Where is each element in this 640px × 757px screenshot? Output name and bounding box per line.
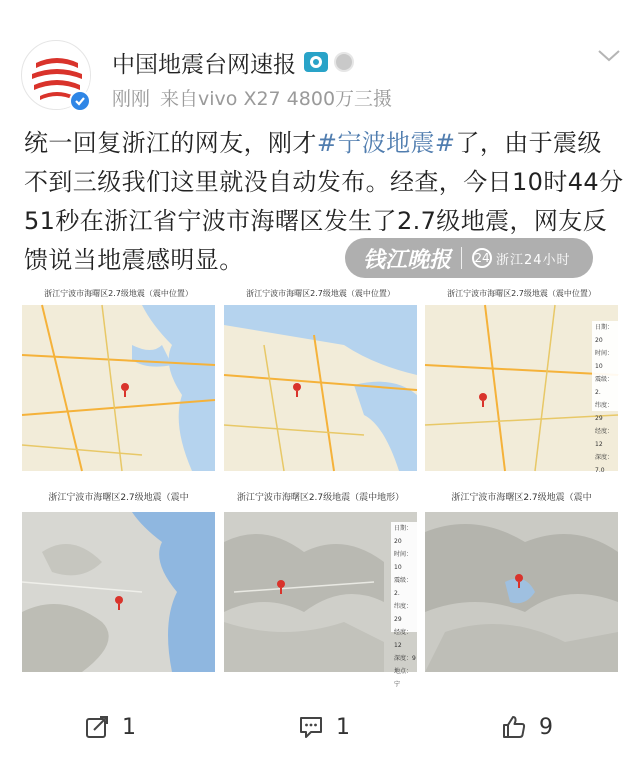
map-caption: 浙江宁波市海曙区2.7级地震（震中位置） [44, 289, 193, 298]
info-date: 日期：20 [394, 525, 413, 545]
watermark-channel-icon: 24 [472, 248, 492, 268]
post-text-before: 统一回复浙江的网友，刚才 [24, 129, 317, 157]
map-image-3[interactable] [425, 283, 618, 474]
info-longitude: 经度：12 [394, 629, 413, 649]
map-image-1[interactable] [22, 283, 215, 471]
info-latitude: 纬度：29 [595, 402, 614, 422]
like-count: 9 [539, 714, 553, 740]
camera-badge-icon[interactable] [304, 52, 328, 72]
info-magnitude: 震级：2. [394, 577, 413, 597]
map-image-4[interactable] [22, 484, 215, 672]
terrain-map [224, 512, 417, 672]
info-location: 地点：宁 [394, 668, 413, 688]
quake-info-panel [592, 321, 618, 474]
comment-icon [298, 714, 324, 740]
road-map [425, 305, 618, 471]
medal-badge-icon[interactable] [334, 52, 354, 72]
post-meta [112, 84, 402, 111]
map-image-5[interactable] [224, 484, 417, 688]
quake-info-panel [391, 522, 417, 688]
like-button[interactable] [501, 700, 553, 754]
map-caption: 浙江宁波市海曙区2.7级地震（震中 [48, 493, 189, 503]
username[interactable]: 中国地震台网速报 [112, 51, 296, 78]
watermark-brand: 钱江晚报 [363, 246, 452, 273]
info-depth: 深度：7.0 [595, 454, 614, 474]
comment-button[interactable] [298, 700, 350, 754]
action-bar [0, 700, 640, 754]
info-time: 时间：10 [595, 350, 614, 370]
watermark-channel: 浙江24小时 [496, 252, 571, 268]
terrain-map [22, 512, 215, 672]
map-caption: 浙江宁波市海曙区2.7级地震（震中位置） [447, 289, 596, 298]
thumbs-up-icon [501, 714, 527, 740]
watermark [345, 238, 593, 278]
road-map [22, 305, 215, 471]
repost-icon [84, 714, 110, 740]
map-image-6[interactable] [425, 484, 618, 672]
chevron-down-icon[interactable] [596, 46, 622, 66]
road-map [224, 305, 417, 471]
info-latitude: 纬度：29 [394, 603, 413, 623]
comment-count: 1 [336, 714, 350, 740]
post-text-after: 了，由于震级不到三级我们这里就没自动发布。经查，今日10时44分51秒在浙江省宁波市海曙区发生了2.7级地震，网友反馈说当地震感明显。 [24, 129, 624, 274]
map-image-2[interactable] [224, 283, 417, 471]
info-depth: 深度：9 [394, 655, 416, 662]
topic-link[interactable]: #宁波地震# [316, 129, 456, 157]
repost-count: 1 [122, 714, 136, 740]
map-caption: 浙江宁波市海曙区2.7级地震（震中 [451, 493, 592, 503]
verified-icon [69, 90, 91, 112]
info-date: 日期：20 [595, 324, 614, 344]
info-longitude: 经度：12 [595, 428, 614, 448]
map-caption: 浙江宁波市海曙区2.7级地震（震中地形） [236, 493, 405, 503]
watermark-divider [461, 247, 462, 269]
name-row [112, 46, 354, 78]
map-caption: 浙江宁波市海曙区2.7级地震（震中位置） [246, 289, 395, 298]
info-magnitude: 震级：2. [595, 376, 614, 396]
repost-button[interactable] [84, 700, 136, 754]
post-source: 来自vivo X27 4800万三摄 [160, 88, 393, 110]
terrain-map [425, 512, 618, 672]
info-time: 时间：10 [394, 551, 413, 571]
post-time: 刚刚 [112, 88, 151, 110]
